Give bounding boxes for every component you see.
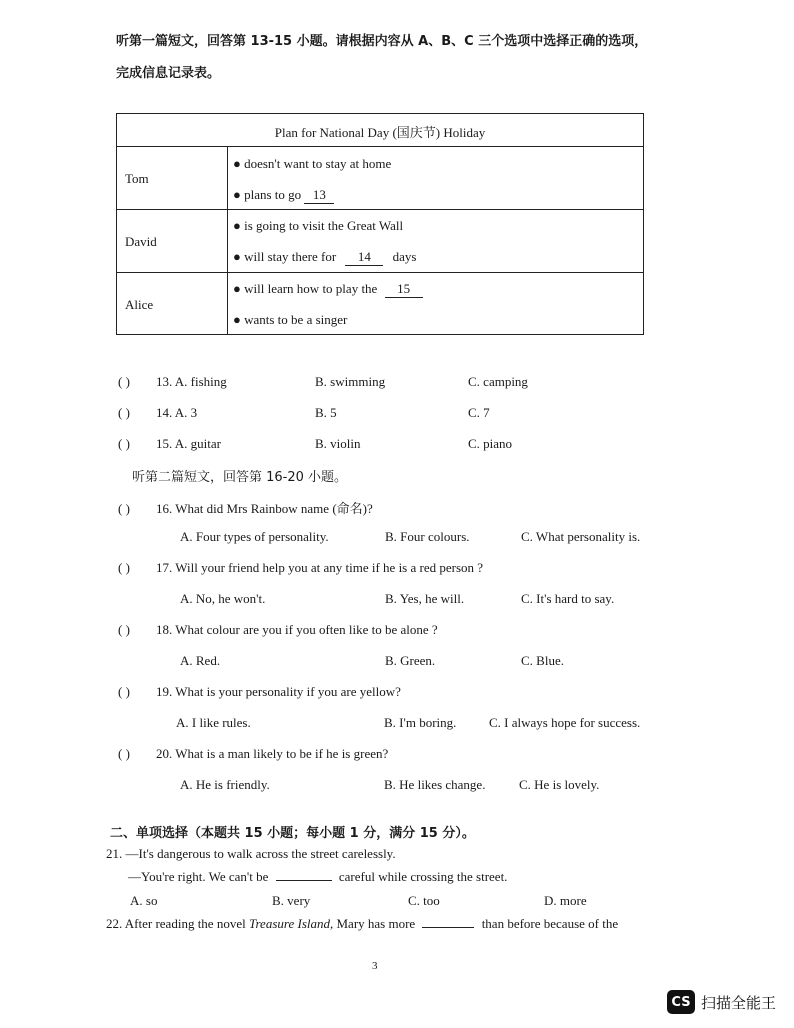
section3-header: 二、单项选择（本题共 15 小题；每小题 1 分，满分 15 分）。 bbox=[110, 826, 475, 841]
option-19b: B. I'm boring. bbox=[384, 715, 457, 730]
section1-instruction-line1: 听第一篇短文，回答第 13-15 小题。请根据内容从 A、B、C 三个选项中选择正确的选项， bbox=[116, 34, 648, 49]
option-20b: B. He likes change. bbox=[384, 777, 486, 792]
answer-blank-21[interactable] bbox=[276, 880, 332, 881]
table-row-bullet: ● is going to visit the Great Wall bbox=[233, 218, 404, 233]
option-13b: B. swimming bbox=[315, 374, 386, 389]
question-16: ( ) 16. What did Mrs Rainbow name (命名)? bbox=[118, 501, 373, 516]
question-20: ( ) 20. What is a man likely to be if he is green? bbox=[118, 746, 389, 761]
table-row-bullet: ● will stay there for 14 days bbox=[233, 249, 417, 264]
option-17c: C. It's hard to say. bbox=[521, 591, 615, 606]
question-14: ( ) 14. A. 3 bbox=[118, 405, 198, 420]
answer-paren[interactable]: ( ) bbox=[118, 436, 130, 451]
option-16a: A. Four types of personality. bbox=[180, 529, 329, 544]
option-17a: A. No, he won't. bbox=[180, 591, 266, 606]
question-21-line1: 21. —It's dangerous to walk across the street carelessly. bbox=[106, 846, 396, 861]
option-21b: B. very bbox=[272, 893, 311, 908]
table-row-bullet: ● doesn't want to stay at home bbox=[233, 156, 392, 171]
answer-blank-15[interactable]: 15 bbox=[385, 281, 423, 298]
answer-paren[interactable]: ( ) bbox=[118, 684, 130, 699]
option-20c: C. He is lovely. bbox=[519, 777, 600, 792]
option-14b: B. 5 bbox=[315, 405, 337, 420]
option-14c: C. 7 bbox=[468, 405, 490, 420]
option-16c: C. What personality is. bbox=[521, 529, 641, 544]
table-row-bullet: ● plans to go 13 bbox=[233, 187, 334, 204]
option-19c: C. I always hope for success. bbox=[489, 715, 641, 730]
option-13c: C. camping bbox=[468, 374, 528, 389]
table-row-name: David bbox=[125, 234, 157, 249]
scanner-logo bbox=[667, 990, 776, 1014]
option-18a: A. Red. bbox=[180, 653, 221, 668]
answer-blank-22[interactable] bbox=[422, 927, 474, 928]
option-21d: D. more bbox=[544, 893, 587, 908]
option-18b: B. Green. bbox=[385, 653, 436, 668]
question-22: 22. After reading the novel Treasure Island, Mary has more than before because of the bbox=[106, 916, 619, 931]
option-17b: B. Yes, he will. bbox=[385, 591, 465, 606]
option-18c: C. Blue. bbox=[521, 653, 564, 668]
table-row-bullet: ● will learn how to play the 15 bbox=[233, 281, 423, 298]
cs-icon: CS bbox=[667, 990, 695, 1014]
answer-paren[interactable]: ( ) bbox=[118, 560, 130, 575]
option-15c: C. piano bbox=[468, 436, 513, 451]
question-21-line2: —You're right. We can't be careful while crossing the street. bbox=[128, 869, 508, 884]
answer-blank-14[interactable]: 14 bbox=[345, 249, 383, 266]
option-19a: A. I like rules. bbox=[176, 715, 251, 730]
question-17: ( ) 17. Will your friend help you at any time if he is a red person ? bbox=[118, 560, 484, 575]
section2-instruction: 听第二篇短文，回答第 16-20 小题。 bbox=[132, 470, 348, 485]
option-16b: B. Four colours. bbox=[385, 529, 470, 544]
answer-paren[interactable]: ( ) bbox=[118, 746, 130, 761]
question-19: ( ) 19. What is your personality if you are yellow? bbox=[118, 684, 401, 699]
question-13: ( ) 13. A. fishing bbox=[118, 374, 227, 389]
scanner-logo-text: 扫描全能王 bbox=[700, 993, 776, 1012]
table-row-name: Alice bbox=[125, 297, 154, 312]
question-18: ( ) 18. What colour are you if you often like to be alone ? bbox=[118, 622, 438, 637]
option-15b: B. violin bbox=[315, 436, 361, 451]
info-record-table bbox=[116, 113, 644, 335]
section1-instruction-line2: 完成信息记录表。 bbox=[116, 66, 221, 81]
table-row-bullet: ● wants to be a singer bbox=[233, 312, 348, 327]
answer-paren[interactable]: ( ) bbox=[118, 374, 130, 389]
page-number: 3 bbox=[372, 960, 378, 972]
table-title: Plan for National Day (国庆节) Holiday bbox=[274, 125, 486, 140]
answer-paren[interactable]: ( ) bbox=[118, 622, 130, 637]
answer-blank-13[interactable]: 13 bbox=[304, 187, 334, 204]
option-21c: C. too bbox=[408, 893, 440, 908]
option-21a: A. so bbox=[130, 893, 158, 908]
answer-paren[interactable]: ( ) bbox=[118, 501, 130, 516]
option-20a: A. He is friendly. bbox=[180, 777, 270, 792]
answer-paren[interactable]: ( ) bbox=[118, 405, 130, 420]
table-row-name: Tom bbox=[125, 171, 149, 186]
question-15: ( ) 15. A. guitar bbox=[118, 436, 221, 451]
